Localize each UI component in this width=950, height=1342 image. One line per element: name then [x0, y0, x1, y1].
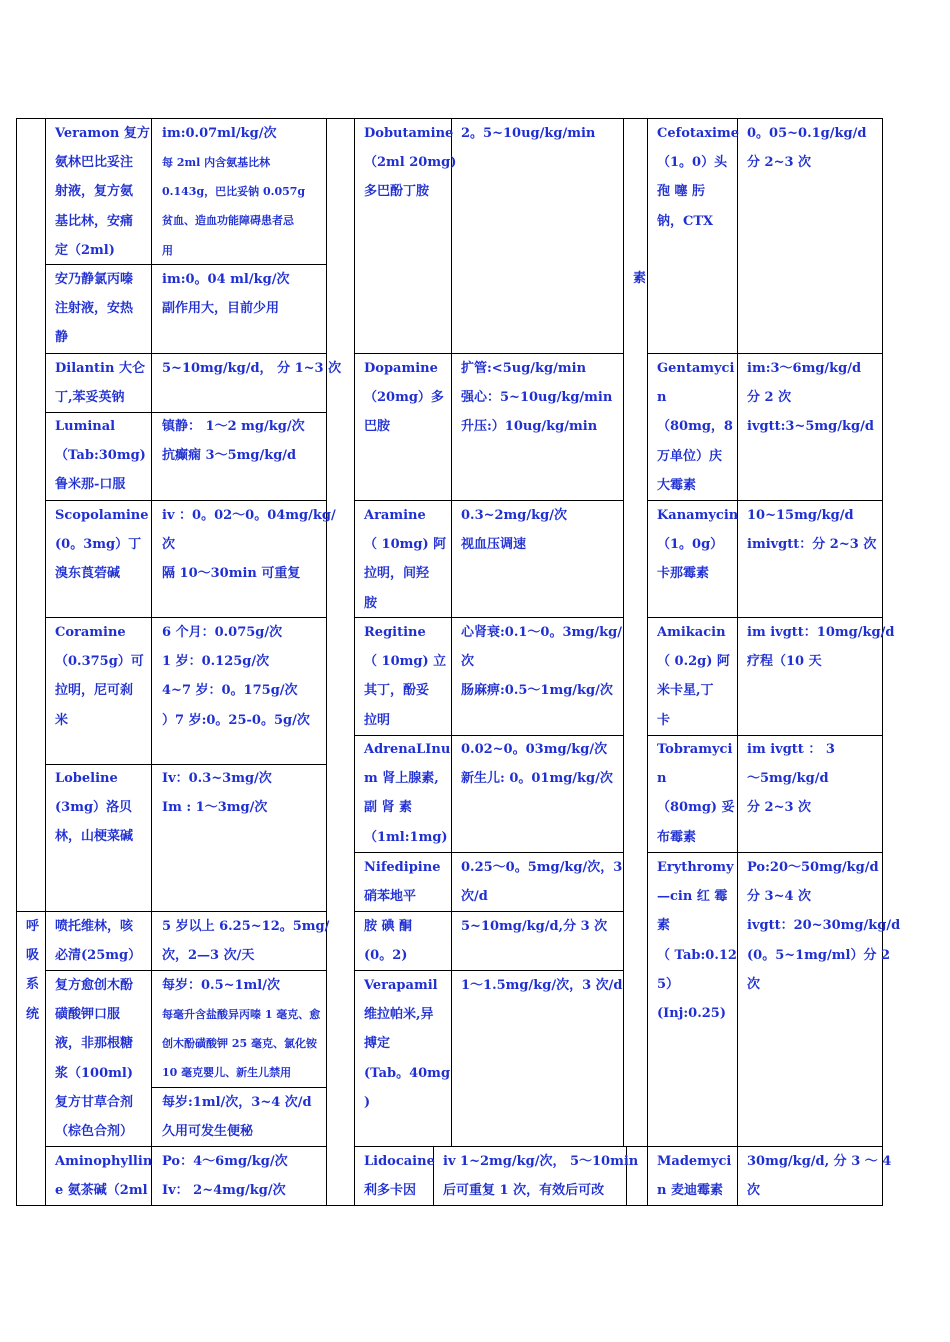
drug-dose-midecamycin — [747, 1147, 891, 1205]
drug-dose-aminophylline — [162, 1147, 288, 1205]
cell-text-line: 副作用大，目前少用 — [162, 301, 280, 317]
drug-name-adrenaline — [364, 735, 450, 852]
cell-text-line: 1～1.5mg/kg/次，3 次/d — [461, 978, 623, 993]
cell-text-line: 巴胺 — [364, 419, 391, 435]
cell-text-line: 肠麻痹:0.5～1mg/kg/次 — [461, 683, 613, 699]
cell-text-line: 卡那霉素 — [657, 566, 710, 582]
cell-text-line: （ 10mg) 立 — [364, 654, 447, 670]
cell-text-line: (0。5~1mg/ml）分 2 — [747, 947, 891, 963]
cell-text-line: 5~10mg/kg/d,分 3 次 — [461, 919, 608, 934]
cell-text-line: （80mg，8 — [657, 419, 733, 435]
drug-dose-licorice — [162, 1088, 312, 1146]
cell-text-line: 次 — [162, 537, 176, 553]
cell-text-line: Scopolamine — [55, 508, 149, 523]
drug-name-aminophylline — [55, 1147, 152, 1205]
drug-name-licorice — [55, 1088, 133, 1146]
cell-text-line: 0。05~0.1g/kg/d — [747, 126, 867, 141]
cell-text-line: （ 0.2g) 阿 — [657, 654, 730, 670]
cell-text-line: 用 — [162, 243, 173, 257]
drug-dose-dobutamine — [461, 119, 595, 148]
cell-text-line: 大霉素 — [657, 477, 697, 493]
drug-name-lobeline — [55, 764, 133, 852]
drug-dose-cefotaxime — [747, 119, 866, 177]
cell-text-line: 疗程（10 天 — [747, 654, 822, 670]
cell-text-line: 喷托维林，咳 — [55, 919, 134, 934]
cell-text-line: 0.3~2mg/kg/次 — [461, 508, 567, 523]
drug-dose-erythromycin — [747, 853, 900, 999]
cell-text-line: ivgtt:3~5mg/kg/d — [747, 419, 874, 435]
drug-dose-dilantin — [162, 354, 341, 383]
cell-text-line: 每毫升含盐酸异丙嗪 1 毫克、愈 — [162, 1008, 321, 1021]
drug-name-veramon — [55, 119, 150, 265]
cell-text-line: Iv：0.3~3mg/次 — [162, 771, 272, 786]
cell-text-line: （棕色合剂） — [55, 1124, 134, 1140]
cell-text-line: Nifedipine — [364, 860, 441, 875]
cell-text-line: 5 岁以上 6.25~12。5mg/ — [162, 919, 330, 934]
cell-text-line: 利多卡因 — [364, 1183, 417, 1199]
drug-name-aramine — [364, 501, 446, 618]
cell-text-line: 镇静： 1～2 mg/kg/次 — [162, 419, 305, 434]
cell-text-line: 胺 — [364, 595, 378, 611]
cell-text-line: 吸 — [26, 948, 40, 964]
cell-text-line: Aramine — [364, 508, 426, 523]
cell-text-line: m 肾上腺素, — [364, 771, 439, 787]
drug-name-coramine — [55, 618, 144, 735]
cell-text-line: 鲁米那-口服 — [55, 477, 126, 493]
cell-text-line: Coramine — [55, 625, 126, 640]
drug-name-lidocaine — [364, 1147, 435, 1205]
cell-text-line: 胺 碘 酮 — [364, 919, 413, 934]
cell-text-line: n 麦迪霉素 — [657, 1183, 723, 1199]
cell-text-line: Po:20～50mg/kg/d — [747, 860, 879, 875]
drug-name-amiodarone — [364, 912, 412, 970]
cell-text-line: 副 肾 素 — [364, 800, 413, 816]
drug-name-kanamycin — [657, 501, 738, 589]
cell-text-line: (0。3mg）丁 — [55, 537, 142, 553]
drug-name-cefotaxime — [657, 119, 739, 236]
section-label-respiratory — [26, 912, 39, 1029]
drug-name-dobutamine — [364, 119, 456, 207]
cell-text-line: 溴东莨菪碱 — [55, 566, 121, 582]
cell-text-line: 隔 10～30min 可重复 — [162, 566, 301, 582]
cell-text-line: ）7 岁:0。25-0。5g/次 — [162, 712, 310, 728]
drug-dose-pentoxyverine — [162, 912, 329, 970]
cell-text-line: （1。0）头 — [657, 155, 728, 171]
cell-text-line: （1ml:1mg) — [364, 829, 448, 845]
cell-text-line: Im : 1～3mg/次 — [162, 800, 268, 816]
drug-dose-amiodarone — [461, 912, 607, 941]
cell-text-line: im ivgtt：10mg/kg/d — [747, 625, 895, 640]
cell-text-line: 0.25～0。5mg/kg/次，3 — [461, 860, 623, 875]
cell-text-line: im:3～6mg/kg/d — [747, 361, 862, 376]
cell-text-line: Lobeline — [55, 771, 118, 786]
cell-text-line: 心肾衰:0.1～0。3mg/kg/ — [461, 625, 622, 640]
cell-text-line: 静 — [55, 330, 69, 346]
drug-dose-luminal — [162, 412, 305, 470]
cell-text-line: iv 1~2mg/kg/次， 5～10min — [443, 1154, 639, 1169]
cell-text-line: imivgtt：分 2~3 次 — [747, 537, 877, 553]
cell-text-line: （20mg）多 — [364, 390, 444, 406]
cell-text-line: 分 3~4 次 — [747, 889, 812, 905]
cell-text-line: 分 2~3 次 — [747, 800, 812, 816]
cell-text-line: 0.02~0。03mg/kg/次 — [461, 742, 608, 757]
drug-dose-verapamil — [461, 971, 623, 1000]
drug-name-verapamil — [364, 971, 450, 1117]
cell-text-line: 浆（100ml) — [55, 1065, 133, 1081]
cell-text-line: 5） — [657, 976, 680, 992]
cell-text-line: 复方愈创木酚 — [55, 978, 134, 993]
drug-dose-amikacin — [747, 618, 894, 676]
cell-text-line: 孢 噻 肟 — [657, 184, 706, 200]
cell-text-line: 每岁：0.5~1ml/次 — [162, 978, 280, 993]
cell-text-line: 复方甘草合剂 — [55, 1095, 134, 1110]
cell-text-line: 其丁，酚妥 — [364, 683, 430, 699]
cell-text-line: 素 — [657, 918, 671, 934]
drug-name-analgin — [55, 265, 133, 353]
cell-text-line: 次 — [747, 1183, 761, 1199]
cell-text-line: —cin 红 霉 — [657, 889, 728, 905]
drug-dose-tobramycin — [747, 735, 835, 823]
cell-text-line: (0。2) — [364, 948, 408, 964]
drug-dose-adrenaline — [461, 735, 613, 793]
cell-text-line: Iv： 2~4mg/kg/次 — [162, 1183, 286, 1199]
cell-text-line: 抗癫痫 3～5mg/kg/d — [162, 448, 297, 464]
cell-text-line: Tobramyci — [657, 742, 733, 757]
cell-text-line: 万单位）庆 — [657, 448, 723, 464]
cell-text-line: (Inj:0.25) — [657, 1006, 726, 1022]
drug-name-guaiacol — [55, 971, 133, 1088]
cell-text-line: n — [657, 390, 667, 406]
drug-name-midecamycin — [657, 1147, 731, 1205]
cell-text-line: （ 10mg) 阿 — [364, 537, 447, 553]
drug-dose-guaiacol — [162, 971, 280, 1000]
cell-text-line: 钠，CTX — [657, 213, 714, 229]
cell-text-line: 拉明，尼可刹 — [55, 683, 134, 699]
cell-text-line: ～5mg/kg/d — [747, 771, 829, 787]
cell-text-line: 统 — [26, 1006, 40, 1022]
drug-dose-aramine — [461, 501, 567, 559]
cell-text-line: Lidocaine — [364, 1154, 435, 1169]
cell-text-line: 基比林，安痛 — [55, 213, 134, 229]
drug-dose-regitine — [461, 618, 622, 706]
cell-text-line: 10 毫克婴儿、新生儿禁用 — [162, 1066, 292, 1080]
cell-text-line: 2。5~10ug/kg/min — [461, 126, 596, 141]
cell-text-line: Regitine — [364, 625, 426, 640]
drug-name-tobramycin — [657, 735, 735, 852]
cell-text-line: （Tab:30mg) — [55, 448, 146, 464]
cell-text-line: 每 2ml 内含氨基比林 — [162, 156, 271, 169]
cell-text-line: 呼 — [26, 919, 40, 934]
drug-dose-dopamine — [461, 354, 612, 442]
cell-text-line: 次，2—3 次/天 — [162, 948, 255, 964]
drug-name-gentamycin — [657, 354, 734, 500]
cell-text-line: n — [657, 771, 667, 787]
cell-text-line: 林，山梗菜碱 — [55, 829, 134, 845]
cell-text-line: 米卡星,丁 — [657, 683, 714, 699]
cell-text-line: ivgtt：20~30mg/kg/d — [747, 918, 901, 934]
cell-text-line: 视血压调速 — [461, 537, 527, 553]
cell-text-line: im:0。04 ml/kg/次 — [162, 272, 290, 287]
cell-text-line: 系 — [26, 977, 40, 993]
drug-dose-nifedipine — [461, 853, 622, 911]
drug-note-guaiacol — [162, 1000, 320, 1088]
cell-text-line: 新生儿: 0。01mg/kg/次 — [461, 771, 613, 787]
drug-name-luminal — [55, 412, 146, 500]
cell-text-line: 丁,苯妥英钠 — [55, 390, 125, 406]
cell-text-line: 1 岁：0.125g/次 — [162, 654, 270, 670]
cell-text-line: Mademyci — [657, 1154, 732, 1169]
cell-text-line: 6 个月：0.075g/次 — [162, 625, 283, 640]
cell-text-line: Veramon 复方 — [55, 126, 150, 141]
cell-text-line: 磺酸钾口服 — [55, 1007, 121, 1023]
cell-text-line: (3mg）洛贝 — [55, 800, 133, 816]
cell-text-line: Dobutamine — [364, 126, 454, 141]
cell-text-line: ) — [364, 1094, 371, 1110]
cell-text-line: 拉明，间羟 — [364, 566, 430, 582]
cell-text-line: 多巴酚丁胺 — [364, 184, 430, 200]
drug-name-erythromycin — [657, 853, 737, 1028]
cell-text-line: （80mg) 妥 — [657, 800, 735, 816]
cell-text-line: 4~7 岁：0。175g/次 — [162, 683, 298, 699]
drug-dose-coramine — [162, 618, 310, 735]
cell-text-line: 维拉帕米,异 — [364, 1007, 434, 1023]
cell-text-line: 米 — [55, 712, 69, 728]
cell-text-line: 创木酚磺酸钾 25 毫克、氯化铵 — [162, 1037, 317, 1051]
cell-text-line: 定（2ml) — [55, 242, 115, 258]
cell-text-line: Amikacin — [657, 625, 726, 640]
cell-text-line: （1。0g） — [657, 537, 724, 553]
cell-text-line: 卡 — [657, 712, 671, 728]
cell-text-line: 10~15mg/kg/d — [747, 508, 854, 523]
cell-text-line: Gentamyci — [657, 361, 735, 376]
cell-text-line: Luminal — [55, 419, 116, 434]
cell-text-line: im:0.07ml/kg/次 — [162, 126, 277, 141]
cell-text-line: Dopamine — [364, 361, 438, 376]
cell-text-line: 升压:）10ug/kg/min — [461, 419, 598, 435]
cell-text-line: Aminophyllin — [55, 1154, 153, 1169]
drug-name-dopamine — [364, 354, 444, 442]
cell-text-line: Kanamycin — [657, 508, 739, 523]
cell-text-line: （0.375g）可 — [55, 654, 144, 670]
cell-text-line: im ivgtt ： 3 — [747, 742, 835, 757]
cell-text-line: 必清(25mg） — [55, 948, 142, 964]
drug-dose-scopolamine — [162, 501, 336, 589]
cell-text-line: 分 2 次 — [747, 390, 792, 406]
drug-name-scopolamine — [55, 501, 149, 589]
drug-dose-analgin — [162, 265, 289, 323]
cell-text-line: 射液，复方氨 — [55, 184, 134, 200]
drug-dose-gentamycin — [747, 354, 874, 442]
cell-text-line: 每岁:1ml/次，3~4 次/d — [162, 1095, 312, 1110]
drug-note-veramon — [162, 148, 305, 265]
section-label-antibiotic: 素 — [633, 271, 647, 286]
cell-text-line: 硝苯地平 — [364, 889, 417, 905]
cell-text-line: Erythromy — [657, 860, 734, 875]
cell-text-line: Cefotaxime — [657, 126, 740, 141]
drug-dose-lidocaine — [443, 1147, 638, 1205]
drug-name-dilantin — [55, 354, 145, 412]
cell-text-line: 次 — [747, 976, 761, 992]
cell-text-line: 安乃静氯丙嗪 — [55, 272, 134, 287]
drug-dose-veramon — [162, 119, 276, 148]
cell-text-line: 强心：5~10ug/kg/min — [461, 390, 613, 406]
cell-text-line: 30mg/kg/d, 分 3 ～ 4 — [747, 1154, 892, 1169]
cell-text-line: Dilantin 大仑 — [55, 361, 145, 376]
cell-text-line: 扩管:<5ug/kg/min — [461, 361, 587, 376]
cell-text-line: Po：4～6mg/kg/次 — [162, 1154, 288, 1169]
cell-text-line: 液，非那根糖 — [55, 1036, 134, 1052]
cell-text-line: Verapamil — [364, 978, 438, 993]
cell-text-line: （ Tab:0.12 — [657, 947, 737, 963]
drug-dose-kanamycin — [747, 501, 876, 559]
drug-name-regitine — [364, 618, 446, 735]
cell-text-line: 后可重复 1 次，有效后可改 — [443, 1183, 605, 1199]
cell-text-line: 搏定 — [364, 1036, 391, 1052]
cell-text-line: 氨林巴比妥注 — [55, 155, 134, 171]
drug-name-amikacin — [657, 618, 730, 735]
cell-text-line: 0.143g，巴比妥钠 0.057g — [162, 185, 306, 199]
cell-text-line: 分 2~3 次 — [747, 155, 812, 171]
cell-text-line: 拉明 — [364, 712, 391, 728]
cell-text-line: 贫血、造血功能障碍患者忌 — [162, 214, 294, 228]
cell-text-line: e 氨茶碱（2ml — [55, 1183, 148, 1199]
cell-text-line: 5~10mg/kg/d， 分 1~3 次 — [162, 361, 342, 376]
cell-text-line: 久用可发生便秘 — [162, 1124, 254, 1140]
cell-text-line: （2ml 20mg) — [364, 155, 457, 171]
drug-name-pentoxyverine — [55, 912, 141, 970]
cell-text-line: 布霉素 — [657, 829, 697, 845]
drug-dose-lobeline — [162, 764, 272, 822]
cell-text-line: (Tab。40mg — [364, 1065, 451, 1081]
cell-text-line: AdrenaLInu — [364, 742, 451, 757]
cell-text-line: 次 — [461, 654, 475, 670]
drug-name-nifedipine — [364, 853, 440, 911]
cell-text-line: 次/d — [461, 889, 488, 905]
cell-text-line: 注射液，安热 — [55, 301, 134, 317]
cell-text-line: iv ：0。02～0。04mg/kg/ — [162, 508, 336, 523]
